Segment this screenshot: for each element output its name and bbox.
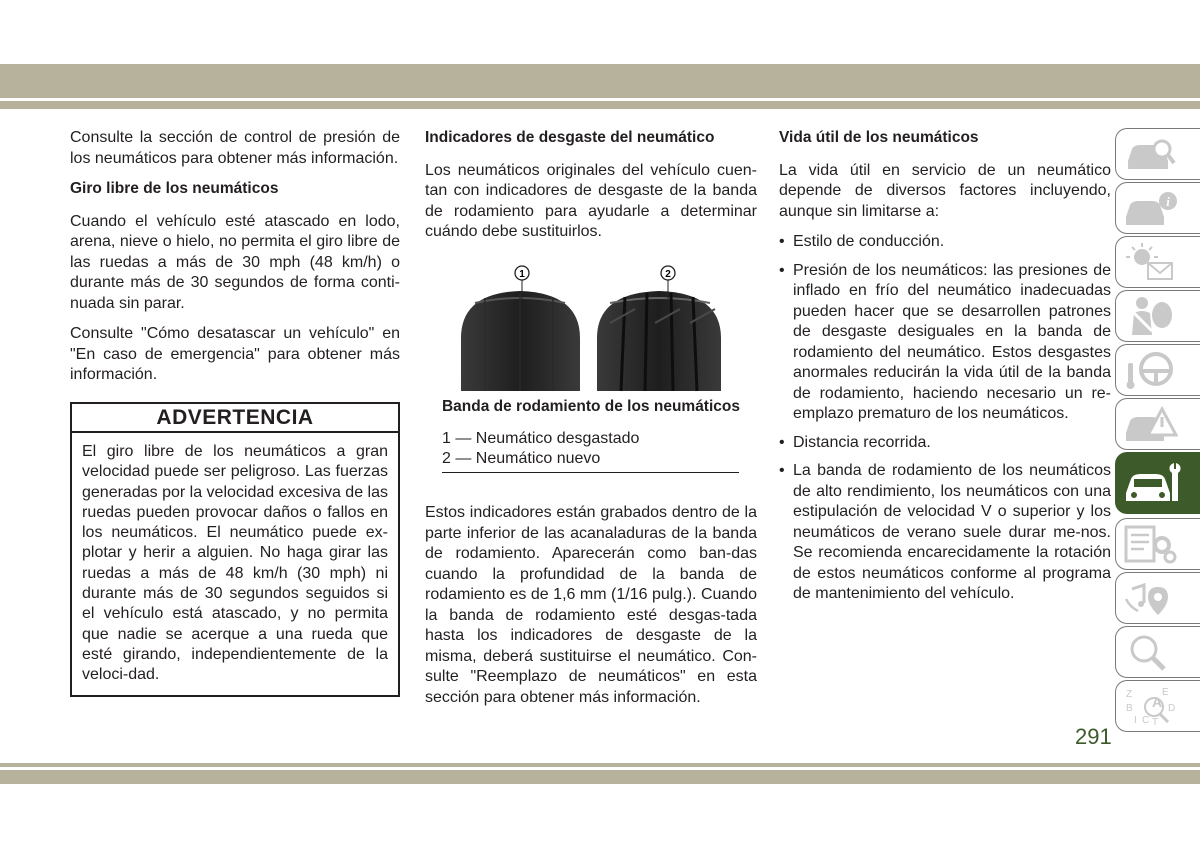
svg-text:A: A — [1152, 694, 1163, 710]
svg-text:Z: Z — [1126, 689, 1133, 700]
worn-tire-image — [461, 291, 580, 391]
svg-text:C: C — [1142, 715, 1150, 726]
tab-instrument-panel[interactable] — [1115, 182, 1200, 234]
tab-warning-lights[interactable] — [1115, 236, 1200, 288]
list-item: • Presión de los neumáticos: las presiones de inflado en frío del neumático inadecuadas pueden hacer que se desarrollen patrones de desgaste desiguales en la banda de rodamiento del neumático. Estos desgastes anormales reducirán la vida útil de la banda de rodamiento, haciendo necesario un re-emplazo prematuro de los neumáticos. — [779, 261, 1111, 425]
column-left — [70, 128, 400, 697]
column-middle — [425, 128, 757, 718]
car-info-icon — [1122, 187, 1178, 229]
figure-caption: Banda de rodamiento de los neumáticos — [441, 397, 740, 415]
seatbelt-airbag-icon — [1122, 295, 1178, 337]
tab-getting-to-know-vehicle[interactable] — [1115, 128, 1200, 180]
warning-box — [70, 402, 400, 697]
section-heading-wear-indicators: Indicadores de desgaste del neumático — [425, 129, 715, 146]
tire-illustration — [425, 263, 757, 393]
tab-in-case-of-emergency[interactable] — [1115, 398, 1200, 450]
tab-technical-specifications[interactable] — [1115, 518, 1200, 570]
tab-safety[interactable] — [1115, 290, 1200, 342]
tab-index[interactable] — [1115, 680, 1200, 732]
wear-detail-paragraph: Estos indicadores están grabados dentro de la parte inferior de las acanaladuras de la banda de rodamiento. Aparecerán como ban-das cuando la profundidad de la banda de rodamiento es de 1,6 mm (1/16 pulg.). Cuando la banda de rodamiento esté desgas-tada hasta los indicadores de desgaste de la misma, deberá sustituirse el neumático. Con-sulte "Reemplazo de neumáticos" en esta sección para obtener más información. — [425, 504, 757, 706]
magnifier-search-icon — [1122, 631, 1178, 673]
footer-band — [0, 770, 1200, 784]
alphabet-index-icon — [1122, 685, 1178, 727]
page-number: 291 — [1075, 724, 1112, 749]
steering-wheel-icon — [1122, 349, 1178, 391]
warning-text: El giro libre de los neumáticos a gran velocidad puede ser peligroso. Las fuerzas generadas por la velocidad excesiva de las ruedas pueden provocar daños o fallos en los neumáticos. El neumático puede ex-plotar y herir a alguien. No haga girar las ruedas a más de 48 km/h (30 mph) ni durante más de 30 segundos seguidos si el vehículo está atascado, y no permita que nadie se acerque a una rueda que esté girando, independientemente de la veloci-dad. — [82, 443, 388, 684]
list-item: • Distancia recorrida. — [779, 433, 1111, 454]
column-right — [779, 128, 1111, 613]
footer-rule — [0, 763, 1200, 767]
intro-paragraph: Consulte la sección de control de presión de los neumáticos para obtener más información. — [70, 129, 400, 167]
svg-text:T: T — [1152, 717, 1159, 727]
tire-life-intro: La vida útil en servicio de un neumático depende de diversos factores incluyendo, aunque sin limitarse a: — [779, 161, 1111, 220]
warning-title: ADVERTENCIA — [72, 404, 398, 434]
svg-text:i: i — [1166, 194, 1170, 209]
header-rule — [0, 101, 1200, 109]
callout-1-label: 1 — [519, 268, 525, 280]
tire-tread-figure — [425, 263, 757, 393]
car-hazard-icon — [1122, 403, 1178, 445]
header-band — [0, 64, 1200, 98]
new-tire-image — [597, 291, 721, 391]
car-wrench-icon — [1122, 457, 1184, 509]
car-magnifier-icon — [1122, 133, 1178, 175]
tab-servicing-maintenance[interactable] — [1115, 452, 1200, 514]
callout-2-label: 2 — [665, 268, 671, 280]
list-item: • Estilo de conducción. — [779, 232, 1111, 253]
section-heading-spin: Giro libre de los neumáticos — [70, 180, 279, 197]
figure-legend — [442, 429, 739, 473]
svg-text:D: D — [1168, 703, 1176, 714]
wear-intro-paragraph: Los neumáticos originales del vehículo cuen-tan con indicadores de desgaste de la banda de rodamiento para ayudarle a determinar cuándo debe sustituirlos. — [425, 161, 757, 240]
tab-starting-operating[interactable] — [1115, 344, 1200, 396]
tab-customer-assistance[interactable] — [1115, 626, 1200, 678]
multimedia-music-icon — [1122, 577, 1178, 619]
legend-item-worn: 1 — Neumático desgastado — [442, 430, 640, 447]
spin-paragraph: Cuando el vehículo esté atascado en lodo, arena, nieve o hielo, no permita el giro libre de las ruedas a más de 30 mph (48 km/h) o durante más de 30 segundos de forma conti-nuada sin parar. — [70, 212, 400, 312]
reference-paragraph: Consulte "Cómo desatascar un vehículo" en "En caso de emergencia" para obtener más información. — [70, 325, 400, 383]
list-item: • La banda de rodamiento de los neumáticos de alto rendimiento, los neumáticos con una estipulación de velocidad V o superior y los neumáticos de verano suele durar me-nos. Se recomienda encarecidamente la rotación de estos neumáticos conforme al programa de mantenimiento del vehículo. — [779, 461, 1111, 605]
maintenance-list-gears-icon — [1122, 523, 1178, 565]
warning-lights-message-icon — [1122, 241, 1178, 283]
tire-life-factors-list — [779, 232, 1111, 605]
legend-item-new: 2 — Neumático nuevo — [442, 450, 601, 467]
svg-text:B: B — [1126, 703, 1133, 714]
tab-multimedia[interactable] — [1115, 572, 1200, 624]
svg-text:E: E — [1162, 687, 1169, 698]
section-heading-tire-life: Vida útil de los neumáticos — [779, 129, 979, 146]
svg-text:I: I — [1134, 715, 1137, 726]
